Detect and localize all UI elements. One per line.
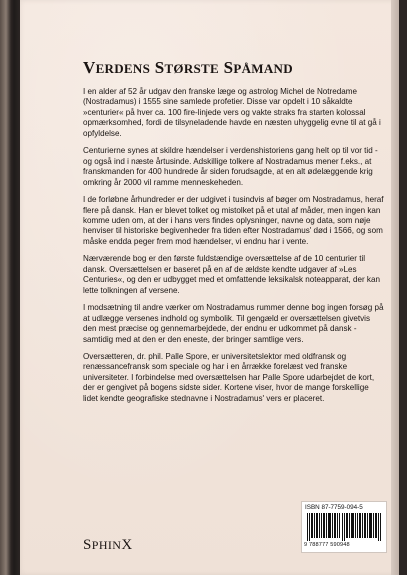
title-word-1: ERDENS	[95, 61, 151, 76]
title-initial-2: S	[154, 58, 165, 77]
publisher-logo	[83, 537, 133, 554]
title-word-2: TØRSTE	[164, 61, 219, 76]
paragraph-contrast: I modsætning til andre værker om Nostradamus rummer denne bog ingen forsøg på at udlægge versenes indhold og symbolik. Til gengæld er oversættelsen givetvis den mest præcise og gennemarbejdede, der endnu er udkommet på dansk - samtidig med at den er den eneste, der bringer samtlige vers.	[83, 303, 384, 344]
paragraph-centuries: Centurierne synes at skildre hændelser i verdenshistoriens gang helt op til vor tid - og også ind i næste årtusinde. Adskillige tolkere af Nostradamus mener f.eks., at franskmanden for 400 hundrede år siden forudsagde, at en alt ødelæggende krig omkring år 2000 vil ramme menneskeheden.	[83, 146, 378, 187]
ean-digits: 9 788777 590948	[304, 542, 350, 548]
title-initial-3: S	[223, 58, 234, 77]
barcode-label	[301, 501, 387, 553]
publisher-initial: S	[83, 537, 92, 553]
paragraph-books: I de forløbne århundreder er der udgivet i tusindvis af bøger om Nostradamus, heraf flere på dansk. Han er blevet tolket og mistolket på et utal af måder, men ingen kan komme uden om, at der i hans vers findes oplysninger, navne og data, som nøje henviser til historiske begivenheder fra tiden efter Nostradamus' død i 1566, og som måske endda peger frem mod hændelser, vi endnu har i vente.	[83, 195, 384, 246]
publisher-final: X	[121, 537, 133, 553]
barcode-icon	[307, 513, 381, 541]
paragraph-intro: I en alder af 52 år udgav den franske læge og astrolog Michel de Notredame (Nostradamus) i 1555 sine samlede profetier. Disse var opdelt i 10 såkaldte »centurier« på hver ca. 100 fire-linjede vers og vakte straks fra starten kolossal opmærksomhed, fordi de tilsyneladende havde en næsten uhyggelig evne til at gå i opfyldelse.	[83, 87, 381, 138]
page-edge	[391, 0, 399, 575]
back-cover	[20, 0, 399, 575]
paragraph-translator: Oversætteren, dr. phil. Palle Spore, er universitetslektor med oldfransk og renæssancefransk som speciale og har i en årrække forelæst ved franske universiteter. I forbindelse med oversættelsen har Palle Spore udarbejdet de kort, der er gengivet på bogens sidste sider. Kortene viser, hvor de mange forskellige lidet kendte geografiske stednavne i Nostradamus' vers er placeret.	[83, 351, 375, 403]
blurb-text	[83, 87, 385, 411]
cover-title	[83, 58, 293, 78]
publisher-middle: PHIN	[91, 538, 122, 552]
title-initial-1: V	[83, 58, 96, 77]
isbn-number: ISBN 87-7759-094-5	[305, 504, 363, 511]
paragraph-translation: Nærværende bog er den første fuldstændige oversættelse af de 10 centurier til dansk. Oversættelsen er baseret på en af de ældste kendte udgaver af »Les Centuries«, og den er udbygget med et omfattende leksikalsk noteapparat, der kan lette tolkningen af versene.	[83, 254, 380, 295]
title-word-3: PÅMAND	[233, 61, 293, 76]
